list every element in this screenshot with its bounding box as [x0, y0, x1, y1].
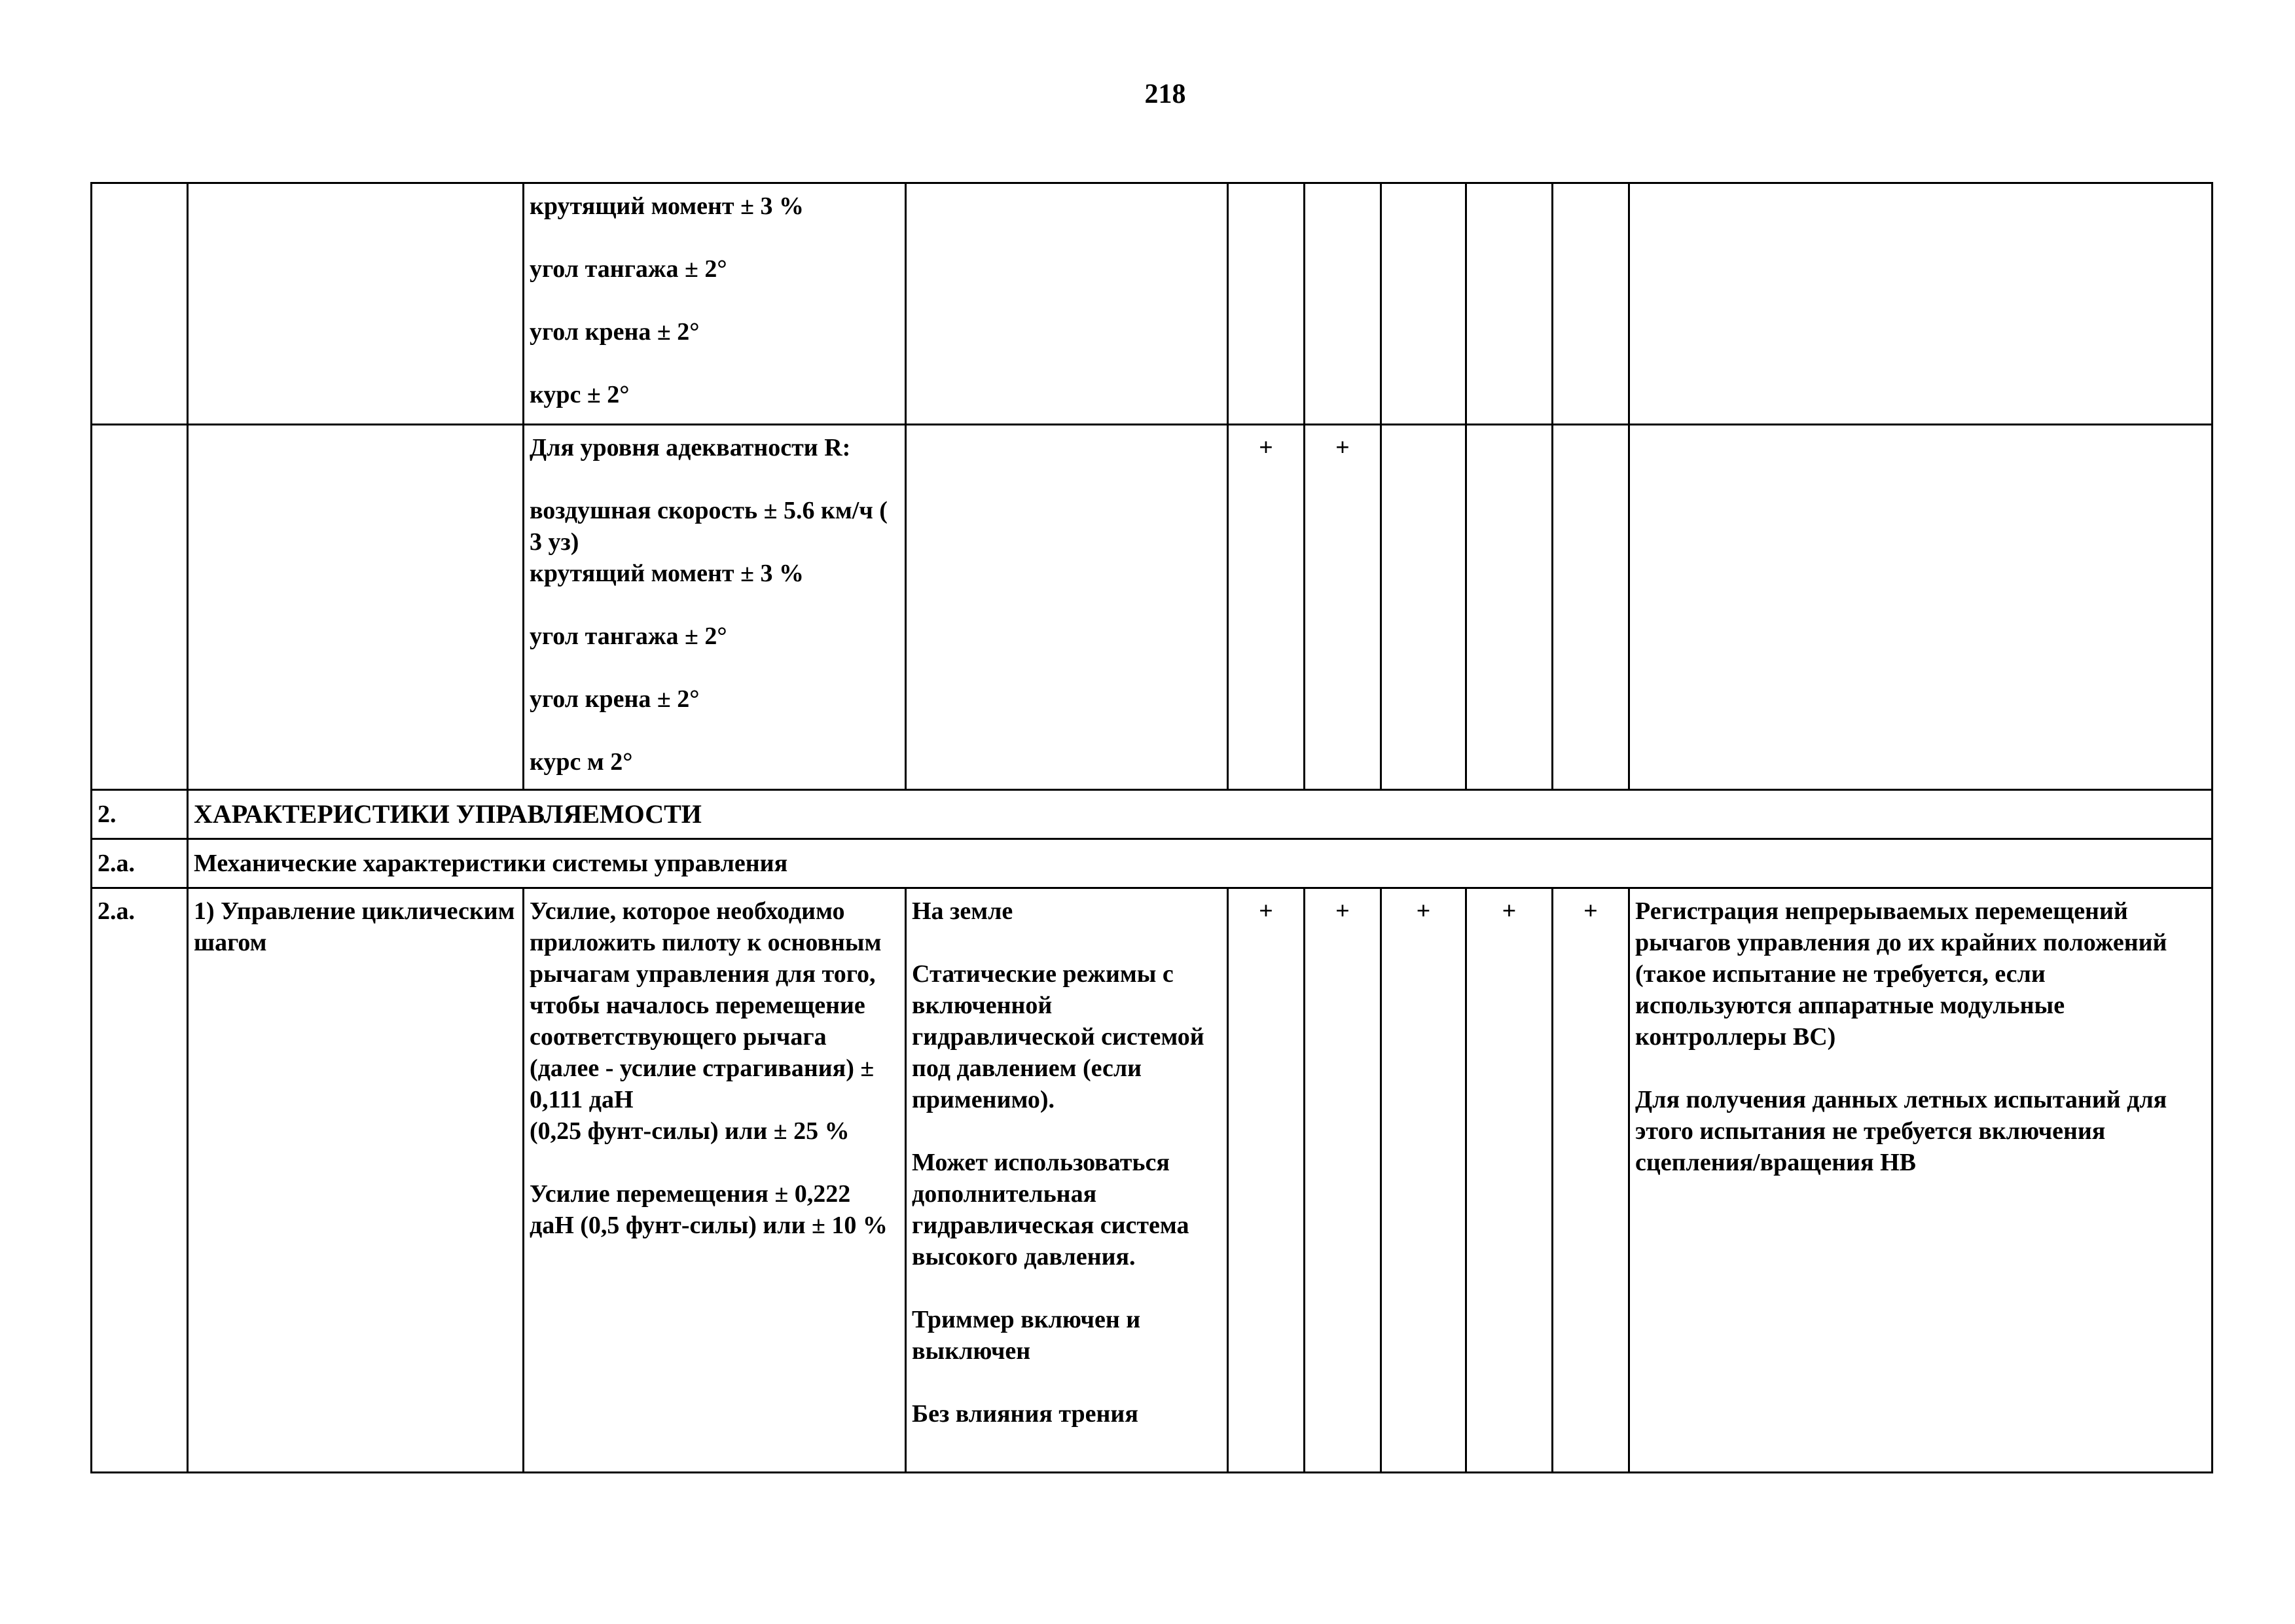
cell-notes [1629, 183, 2213, 425]
subsection-row [92, 839, 2213, 888]
criteria-item: угол крена ± 2° [530, 318, 700, 346]
cell-level-e [1553, 183, 1629, 425]
criteria-item: курс ± 2° [530, 381, 630, 408]
cell-tolerance [524, 425, 906, 790]
criteria-item: крутящий момент ± 3 % [530, 560, 804, 587]
cell-level-a [1228, 888, 1305, 1473]
section-title: ХАРАКТЕРИСТИКИ УПРАВЛЯЕМОСТИ [188, 790, 2213, 839]
criteria-item: курс м 2° [530, 748, 633, 776]
plus-mark: + [1335, 897, 1350, 925]
condition-item: Без влияния трения [912, 1400, 1138, 1428]
condition-item: Может использоваться дополнительная гидравлическая система высокого давления. [912, 1149, 1189, 1271]
cell-level-c [1381, 425, 1466, 790]
cell-level-b [1305, 425, 1381, 790]
cell-name [188, 183, 524, 425]
subsection-title: Механические характеристики системы управления [188, 839, 2213, 888]
cell-level-d [1466, 888, 1553, 1473]
plus-mark: + [1259, 897, 1273, 925]
condition-item: Статические режимы с включенной гидравлической системой под давлением (если применимо). [912, 960, 1204, 1113]
cell-conditions [906, 183, 1228, 425]
cell-level-c [1381, 888, 1466, 1473]
cell-level-a [1228, 425, 1305, 790]
plus-mark: + [1335, 434, 1350, 461]
cell-level-e [1553, 425, 1629, 790]
criteria-item: угол тангажа ± 2° [530, 623, 727, 650]
condition-item: Триммер включен и выключен [912, 1306, 1141, 1365]
cell-level-b [1305, 183, 1381, 425]
plus-mark: + [1259, 434, 1273, 461]
cell-tolerance [524, 183, 906, 425]
subsection-number: 2.a. [92, 839, 188, 888]
cell-num [92, 425, 188, 790]
cell-notes [1629, 425, 2213, 790]
table-row [92, 183, 2213, 425]
cell-num [92, 183, 188, 425]
plus-mark: + [1416, 897, 1431, 925]
condition-item: На земле [912, 897, 1013, 925]
section-number: 2. [92, 790, 188, 839]
note-text: Для получения данных летных испытаний для этого испытания не требуется включения сцепления/вращения НВ [1635, 1086, 2167, 1176]
cell-conditions [906, 425, 1228, 790]
cell-name [188, 425, 524, 790]
cell-notes [1629, 888, 2213, 1473]
cell-level-d [1466, 183, 1553, 425]
cell-num: 2.a. [92, 888, 188, 1473]
criteria-item: угол крена ± 2° [530, 685, 700, 713]
section-row [92, 790, 2213, 839]
cell-level-e [1553, 888, 1629, 1473]
requirements-table [90, 182, 2213, 1473]
table-row [92, 888, 2213, 1473]
cell-level-b [1305, 888, 1381, 1473]
plus-mark: + [1583, 897, 1598, 925]
cell-tolerance [524, 888, 906, 1473]
note-text: Регистрация непрерываемых перемещений рычагов управления до их крайних положений (такое испытание не требуется, если используются аппаратные модульные контроллеры ВС) [1635, 897, 2167, 1051]
tolerance-text: Усилие, которое необходимо приложить пилоту к основным рычагам управления для того, чтобы началось перемещение соответствующего рычага (далее - усилие страгивания) ± 0,111 даН [530, 897, 882, 1113]
criteria-item: воздушная скорость ± 5.6 км/ч ( 3 уз) [530, 497, 888, 556]
plus-mark: + [1502, 897, 1517, 925]
tolerance-text: (0,25 фунт-силы) или ± 25 % [530, 1117, 850, 1145]
cell-name: 1) Управление циклическим шагом [188, 888, 524, 1473]
criteria-item: Для уровня адекватности R: [530, 434, 851, 461]
table-row [92, 425, 2213, 790]
cell-level-c [1381, 183, 1466, 425]
cell-level-d [1466, 425, 1553, 790]
criteria-item: крутящий момент ± 3 % [530, 192, 804, 220]
criteria-item: угол тангажа ± 2° [530, 255, 727, 283]
cell-conditions [906, 888, 1228, 1473]
tolerance-text: Усилие перемещения ± 0,222 даН (0,5 фунт-силы) или ± 10 % [530, 1180, 888, 1239]
page-number: 218 [1144, 79, 1186, 109]
cell-level-a [1228, 183, 1305, 425]
